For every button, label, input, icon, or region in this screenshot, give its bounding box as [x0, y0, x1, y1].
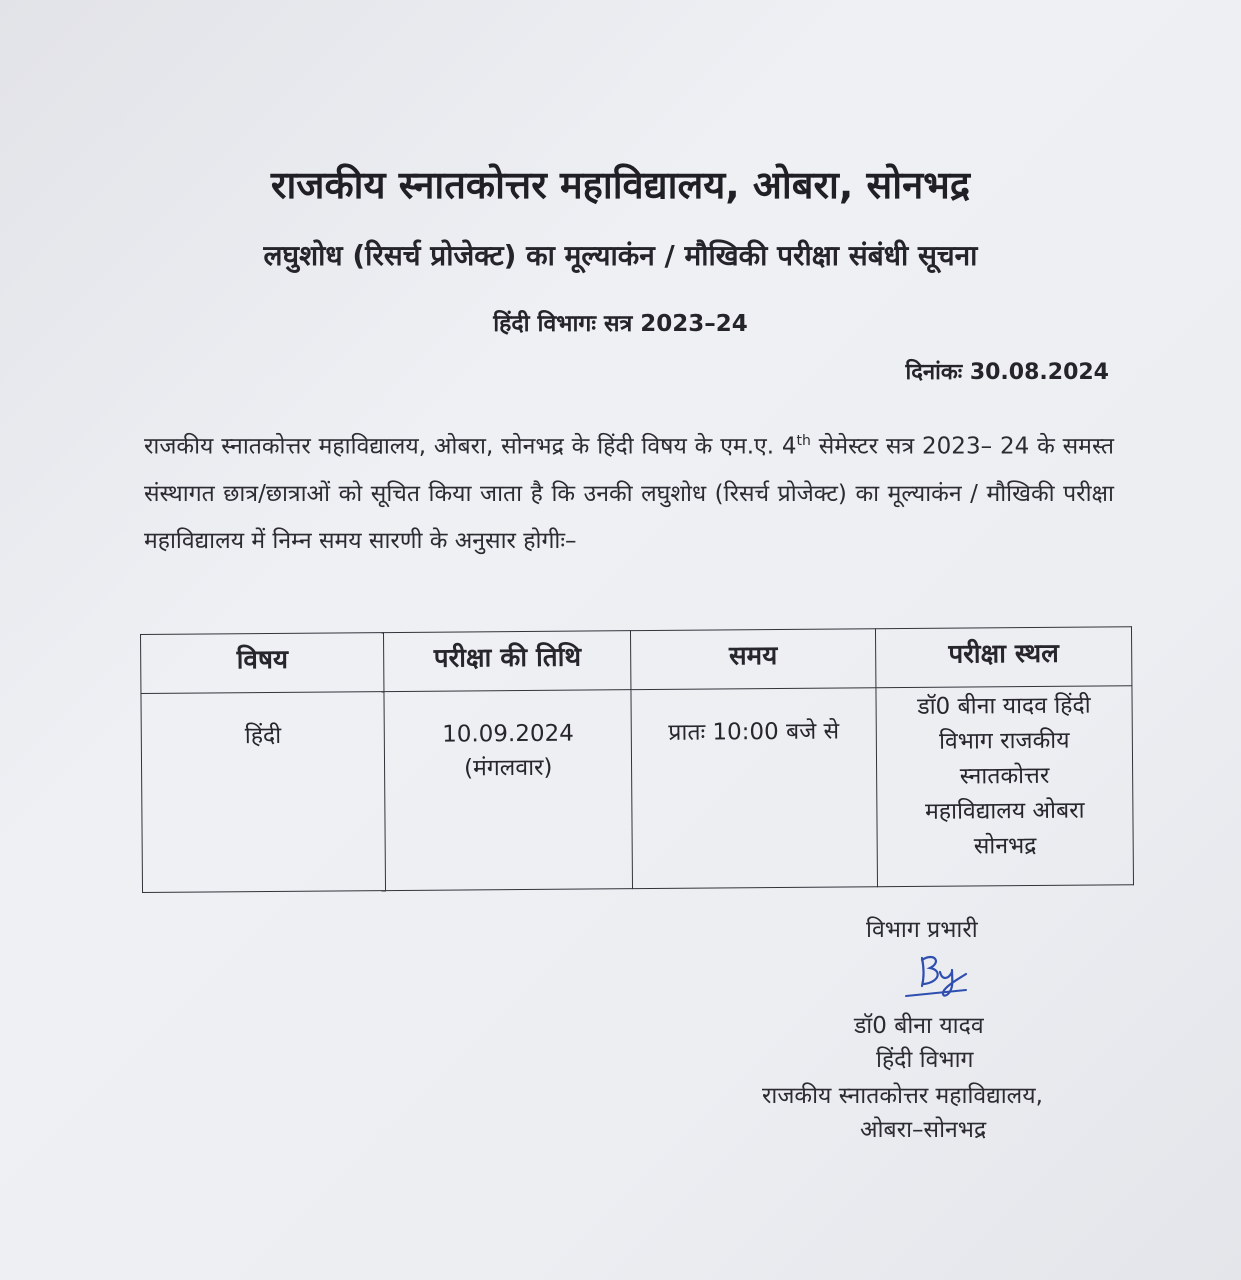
venue-line: विभाग राजकीय: [938, 727, 1070, 755]
venue-line: डॉ0 बीना यादव हिंदी: [917, 692, 1091, 720]
college-title: राजकीय स्नातकोत्तर महाविद्यालय, ओबरा, सोनभद्र: [270, 163, 971, 207]
header-date: परीक्षा की तिथि: [384, 631, 631, 692]
header-time: समय: [631, 629, 876, 690]
body-text-part2: सेमेस्टर सत्र 2023– 24 के समस्त संस्थागत छात्र/छात्राओं को सूचित किया जाता है कि उनकी लघुशोध (रिसर्च प्रोजेक्ट) का मूल्याकंन / मौखिकी परीक्षा महाविद्यालय में निम्न समय सारणी के अनुसार होगीः–: [144, 433, 1114, 554]
venue-line: महाविद्यालय ओबरा: [925, 797, 1085, 825]
cell-time: प्रातः 10:00 बजे से: [631, 688, 877, 889]
table-row: [141, 686, 1134, 893]
signatory-college: राजकीय स्नातकोत्तर महाविद्यालय,: [762, 1083, 1043, 1109]
signatory-name: डॉ0 बीना यादव: [854, 1013, 984, 1039]
cell-date: [384, 690, 632, 891]
cell-subject: हिंदी: [141, 692, 386, 893]
venue-line: स्नातकोत्तर: [959, 762, 1050, 790]
notice-subject: लघुशोध (रिसर्च प्रोजेक्ट) का मूल्याकंन / मौखिकी परीक्षा संबंधी सूचना: [263, 239, 978, 272]
department-session: हिंदी विभागः सत्र 2023–24: [493, 311, 748, 337]
header-subject: विषय: [141, 633, 385, 694]
exam-day: (मंगलवार): [463, 754, 553, 782]
exam-date: 10.09.2024: [442, 720, 574, 748]
handwritten-signature-icon: [900, 944, 980, 1002]
exam-schedule-table: [140, 626, 1134, 893]
venue-line: सोनभद्र: [973, 832, 1037, 860]
notice-date: दिनांकः 30.08.2024: [905, 360, 1109, 385]
header-venue: परीक्षा स्थल: [875, 627, 1132, 688]
body-text-part1: राजकीय स्नातकोत्तर महाविद्यालय, ओबरा, सोनभद्र के हिंदी विषय के एम.ए. 4: [144, 433, 797, 460]
signatory-place: ओबरा–सोनभद्र: [860, 1117, 987, 1143]
signatory-role: विभाग प्रभारी: [866, 917, 978, 943]
signatory-department: हिंदी विभाग: [876, 1047, 974, 1073]
cell-venue: [876, 686, 1134, 887]
table-header-row: [141, 627, 1132, 694]
notice-body: [144, 418, 1114, 565]
body-superscript: th: [796, 433, 811, 449]
